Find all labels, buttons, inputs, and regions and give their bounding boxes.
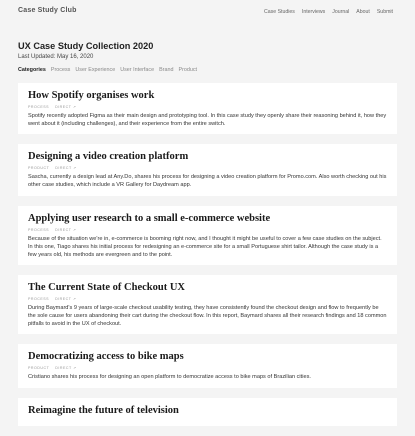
card-title[interactable]: Applying user research to a small e-commerce website [28,212,271,224]
card-category-tag[interactable]: PROCESS [28,297,50,302]
site-logo[interactable]: Case Study Club [18,7,77,14]
nav-about[interactable]: About [356,9,370,15]
card-direct-link[interactable]: DIRECT ↗ [55,105,77,110]
case-study-card[interactable] [18,344,397,387]
nav-case-studies[interactable]: Case Studies [264,9,295,15]
page-title: UX Case Study Collection 2020 [18,41,154,51]
card-description: During Baymard's 9 years of large-scale checkout usability testing, they have consistently found the checkout design and flow to frequently be the sole cause for users abandoning their cart during the checkout flow. In this report, Baymard shares all their research findings and 18 common pitfalls to avoid in the UX of checkout. [28,305,387,328]
card-title[interactable]: Democratizing access to bike maps [28,351,184,363]
category-all[interactable]: Categories [18,67,46,73]
category-user-experience[interactable]: User Experience [75,67,116,73]
card-description: Spotify recently adopted Figma as their main design and prototyping tool. In this case study they openly share their reasoning behind it, how they went about it (including challenges), and their experience from the entire switch. [28,113,387,128]
card-direct-link[interactable]: DIRECT ↗ [55,297,77,302]
card-category-tag[interactable]: PROCESS [28,105,50,110]
card-title[interactable]: How Spotify organises work [28,90,155,101]
page-header [18,41,153,60]
category-brand[interactable]: Brand [159,67,174,73]
card-description: Sascha, currently a design lead at Any.Do, shares his process for designing a video creation platform for Promo.com. Also worth checking out his other case studies, which include a VR Gallery for Daydream app. [28,174,387,189]
card-tags [28,366,387,370]
top-bar [0,0,415,26]
nav-submit[interactable]: Submit [376,9,393,15]
card-category-tag[interactable]: PROCESS [28,227,50,232]
case-study-card[interactable] [18,144,397,195]
card-tags [28,297,387,301]
card-tags [28,228,387,232]
card-description: Cristiano shares his process for designing an open platform to democratize access to bike maps of Brazilian cities. [28,374,311,381]
last-updated: Last Updated: May 16, 2020 [18,54,94,60]
card-category-tag[interactable]: PRODUCT [28,366,50,371]
category-process[interactable]: Process [50,67,71,73]
main-nav [264,9,393,15]
case-study-card[interactable] [18,398,397,426]
category-filter [18,67,197,73]
case-study-list [18,83,397,436]
card-title[interactable]: Reimagine the future of television [28,404,179,416]
case-study-card[interactable] [18,206,397,265]
card-title[interactable]: Designing a video creation platform [28,151,189,163]
card-description: Because of the situation we're in, e-commerce is booming right now, and I thought it might be useful to cover a few case studies on the subject. In this one, Tiago shares his initial process for redesigning an e-commerce site for a small Portuguese shirt tailor. Although the case study is a few years old, his methods are evergreen and to the point. [28,235,382,258]
category-user-interface[interactable]: User Interface [120,67,155,73]
card-tags [28,166,387,170]
card-category-tag[interactable]: PRODUCT [28,166,50,171]
card-direct-link[interactable]: DIRECT ↗ [55,227,77,232]
card-direct-link[interactable]: DIRECT ↗ [55,166,77,171]
case-study-card[interactable] [18,83,397,134]
card-direct-link[interactable]: DIRECT ↗ [55,366,77,371]
nav-journal[interactable]: Journal [332,9,350,15]
nav-interviews[interactable]: Interviews [301,9,326,15]
category-product[interactable]: Product [178,67,198,73]
card-tags [28,105,387,109]
card-title[interactable]: The Current State of Checkout UX [28,281,186,293]
case-study-card[interactable] [18,275,397,334]
